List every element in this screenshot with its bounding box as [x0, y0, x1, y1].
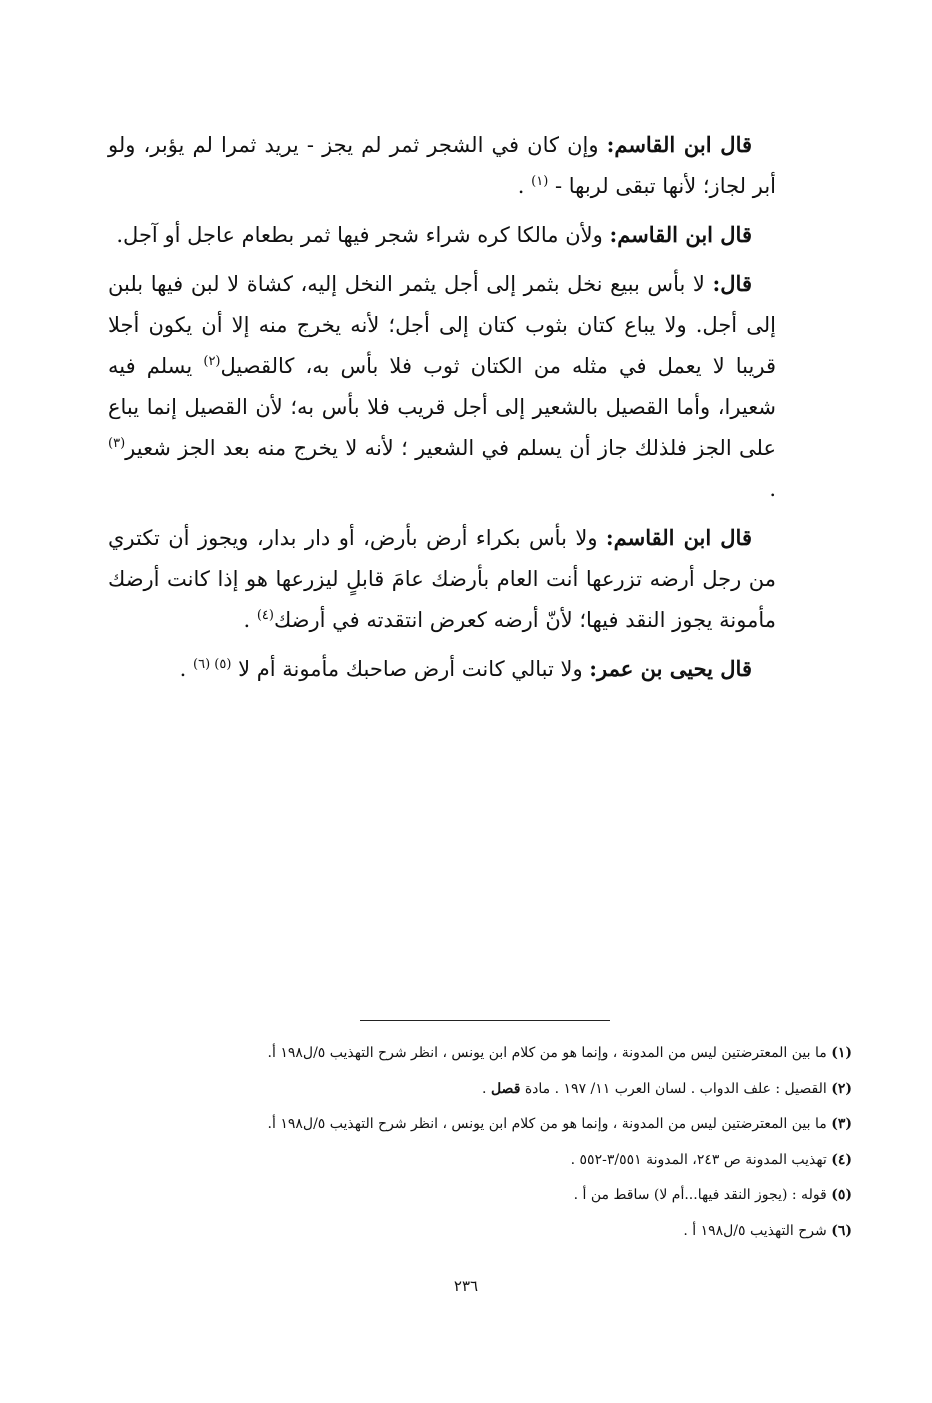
- footnote-ref-3[interactable]: (٣): [108, 436, 126, 451]
- speaker-label: قال ابن القاسم:: [609, 222, 752, 247]
- footnote-ref-4[interactable]: (٤): [256, 608, 274, 623]
- page-number: ٢٣٦: [453, 1277, 479, 1295]
- footnote-text: ما بين المعترضتين ليس من المدونة ، وإنما هو من كلام ابن يونس ، انظر شرح التهذيب ٥/ل١٩٨ أ.: [267, 1045, 827, 1061]
- footnote-divider: [360, 1020, 610, 1021]
- paragraph-4: [108, 517, 776, 641]
- paragraph-text: وإن كان في الشجر ثمر لم يجز - يريد ثمرا لم يؤبر، ولو أبر لجاز؛ لأنها تبقى لربها -: [108, 133, 776, 198]
- footnote-text: ما بين المعترضتين ليس من المدونة ، وإنما هو من كلام ابن يونس ، انظر شرح التهذيب ٥/ل١٩٨ أ.: [267, 1116, 827, 1132]
- footnote-2: [180, 1072, 852, 1108]
- speaker-label: قال ابن القاسم:: [605, 525, 752, 550]
- footnote-number: (٥): [831, 1187, 852, 1203]
- paragraph-text: ولا بأس بكراء أرض بأرض، أو دار بدار، ويجوز أن تكتري من رجل أرضه تزرعها أنت العام بأرضك عامَ قابلٍ ليزرعها هو إذا كانت أرضك مأمونة يجوز النقد فيها؛ لأنّ أرضه كعرض انتقدته في أرضك: [108, 526, 776, 632]
- paragraph-3: [108, 263, 776, 510]
- paragraph-text: يسلم فيه شعيرا، وأما القصيل بالشعير إلى أجل قريب فلا بأس به؛ لأن القصيل إنما يباع على الجز فلذلك جاز أن يسلم في الشعير ؛ لأنه لا يخرج منه بعد الجز شعير: [108, 354, 776, 460]
- footnote-4: [180, 1143, 852, 1179]
- footnote-text: القصيل : علف الدواب . لسان العرب ١١/ ١٩٧ . مادة: [524, 1080, 827, 1097]
- footnote-1: [180, 1036, 852, 1072]
- speaker-label: قال يحيى بن عمر:: [589, 656, 752, 681]
- period: .: [482, 1080, 487, 1097]
- footnote-number: (١): [831, 1045, 852, 1061]
- paragraph-text: ولأن مالكا كره شراء شجر فيها ثمر بطعام عاجل أو آجل.: [116, 223, 603, 247]
- period: .: [243, 608, 251, 632]
- speaker-label: قال ابن القاسم:: [606, 132, 753, 157]
- paragraph-5: [108, 648, 776, 690]
- paragraph-text: لا بأس ببيع نخل بثمر إلى أجل يثمر النخل إليه، كشاة لا لبن فيها بلبن إلى أجل. ولا يباع كتان بثوب كتان إلى أجل؛ لأنه يخرج منه إلا أن يكون أجلا قريبا لا يعمل في مثله من الكتان ثوب فلا بأس به، كالقصيل: [108, 272, 776, 378]
- footnote-5: [180, 1178, 852, 1214]
- period: .: [769, 477, 776, 501]
- footnote-number: (٦): [831, 1222, 852, 1239]
- footnote-number: (٤): [831, 1151, 852, 1168]
- footnote-bold-word: قصل: [490, 1080, 521, 1097]
- paragraph-text: ولا تبالي كانت أرض صاحبك مأمونة أم لا: [238, 657, 583, 681]
- speaker-label: قال:: [712, 271, 752, 296]
- footnote-ref-1[interactable]: (١): [531, 174, 549, 189]
- footnote-text: شرح التهذيب ٥/ل١٩٨ أ .: [683, 1222, 827, 1239]
- footnote-ref-5-6[interactable]: (٥) (٦): [193, 657, 232, 672]
- footnotes: [180, 1036, 852, 1249]
- main-text: [108, 124, 776, 697]
- period: .: [517, 174, 525, 198]
- footnote-6: [180, 1214, 852, 1250]
- paragraph-2: [108, 214, 776, 256]
- footnote-text: تهذيب المدونة ص ٢٤٣، المدونة ٣/٥٥١-٥٥٢ .: [570, 1151, 827, 1168]
- footnote-ref-2[interactable]: (٢): [203, 354, 221, 369]
- footnote-3: [180, 1107, 852, 1143]
- footnote-number: (٢): [831, 1080, 852, 1097]
- footnote-number: (٣): [831, 1116, 852, 1132]
- footnote-text: قوله : (يجوز النقد فيها...أم لا) ساقط من أ .: [573, 1187, 827, 1203]
- period: .: [179, 657, 187, 681]
- paragraph-1: [108, 124, 776, 207]
